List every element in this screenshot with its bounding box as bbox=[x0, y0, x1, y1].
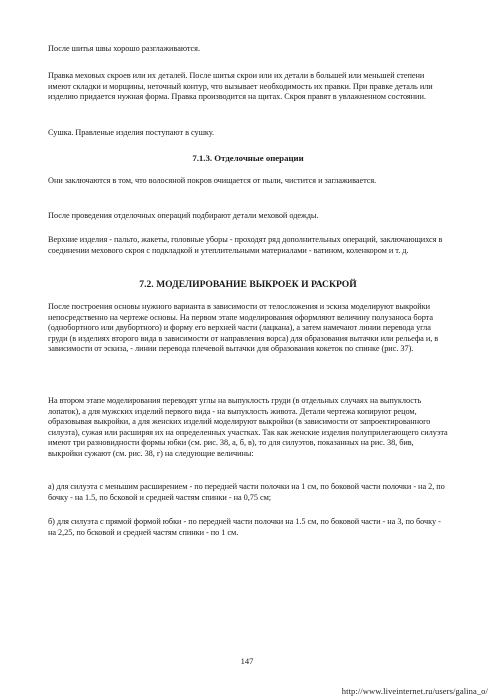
paragraph-straightening: Правка меховых скроев или их деталей. После шитья скрои или их детали в большей или меньшей степени имеют складки и морщины, неточный контур, что вызывает необходимость их правки. При правке деталь или изделию придается нужная форма. Правка производится на щитах. Скроя правят в увлажненном состоянии. bbox=[48, 71, 433, 102]
paragraph-list-item-b: б) для силуэта с прямой формой юбки - по передней части полочки на 1.5 см, по боковой части - на 3, по бочку - на 2,25, по бсковой и средней частям спинки - по 1 см. bbox=[48, 517, 441, 537]
paragraph-modeling-stage-one: После построения основы нужного варианта в зависимости от телосложения и эскиза моделируют выкройки непосредственно на чертеже основы. На первом этапе моделирования оформляют величину полузаноса борта (однобортного или двубортного) и форму его верхней части (лацкана), а затем намечают линии перевода угла груди (в изделиях второго вида в зависимости от направления ворса) для образования вытачки или рельефа и, в зависимости от эскиза, - линии перевода плечевой вытачки для образования кокеток по спинке (рис. 37). bbox=[48, 302, 439, 354]
paragraph-list-item-a: а) для силуэта с меньшим расширением - по передней части полочки на 1 см, по боковой части полочки - на 2, по бочку - на 1.5, по бсковой и средней частям спинки - на 0,75 см; bbox=[48, 482, 445, 502]
paragraph-seams: После шитья швы хорошо разглаживаются. bbox=[48, 44, 200, 53]
watermark-url: http://www.liveinternet.ru/users/galina_o/ bbox=[341, 686, 488, 696]
paragraph-outerwear: Верхние изделия - пальто, жакеты, головные уборы - проходят ряд дополнительных операций, заключающихся в соединении мехового скроя с подкладкой и утеплительными материалами - ватином, коленкором и т. д. bbox=[48, 235, 443, 255]
section-heading-finishing: 7.1.3. Отделочные операции bbox=[192, 153, 304, 163]
paragraph-after-finishing: После проведения отделочных операций подбирают детали меховой одежды. bbox=[48, 211, 319, 220]
paragraph-modeling-stage-two: На втором этапе моделирования переводят углы на выпуклость груди (в отдельных случаях на выпуклость лопаток), а для мужских изделий первого вида - на выпуклость живота. Детали чертежа копируют рецом, образовывая выкройки, а для женских изделий моделируют выкройки (в зависимости от запроектированного силуэта), сужая или расширяя их на определенных участках. Так как женские изделия полуприлегающего силуэта имеют три разновидности формы юбки (см. рис. 38, а, б, в), то для силуэтов, показанных на рис. 38, бив, выкройки сужают (см. рис. 38, г) на следующие величины: bbox=[48, 396, 448, 458]
page-number: 147 bbox=[240, 656, 254, 666]
section-heading-modeling: 7.2. МОДЕЛИРОВАНИЕ ВЫКРОЕК И РАСКРОЙ bbox=[139, 279, 357, 290]
paragraph-finishing-ops: Они заключаются в том, что волосяной покров очищается от пыли, чистится и заглаживается. bbox=[48, 176, 377, 185]
paragraph-drying: Сушка. Правленые изделия поступают в сушку. bbox=[48, 128, 215, 137]
